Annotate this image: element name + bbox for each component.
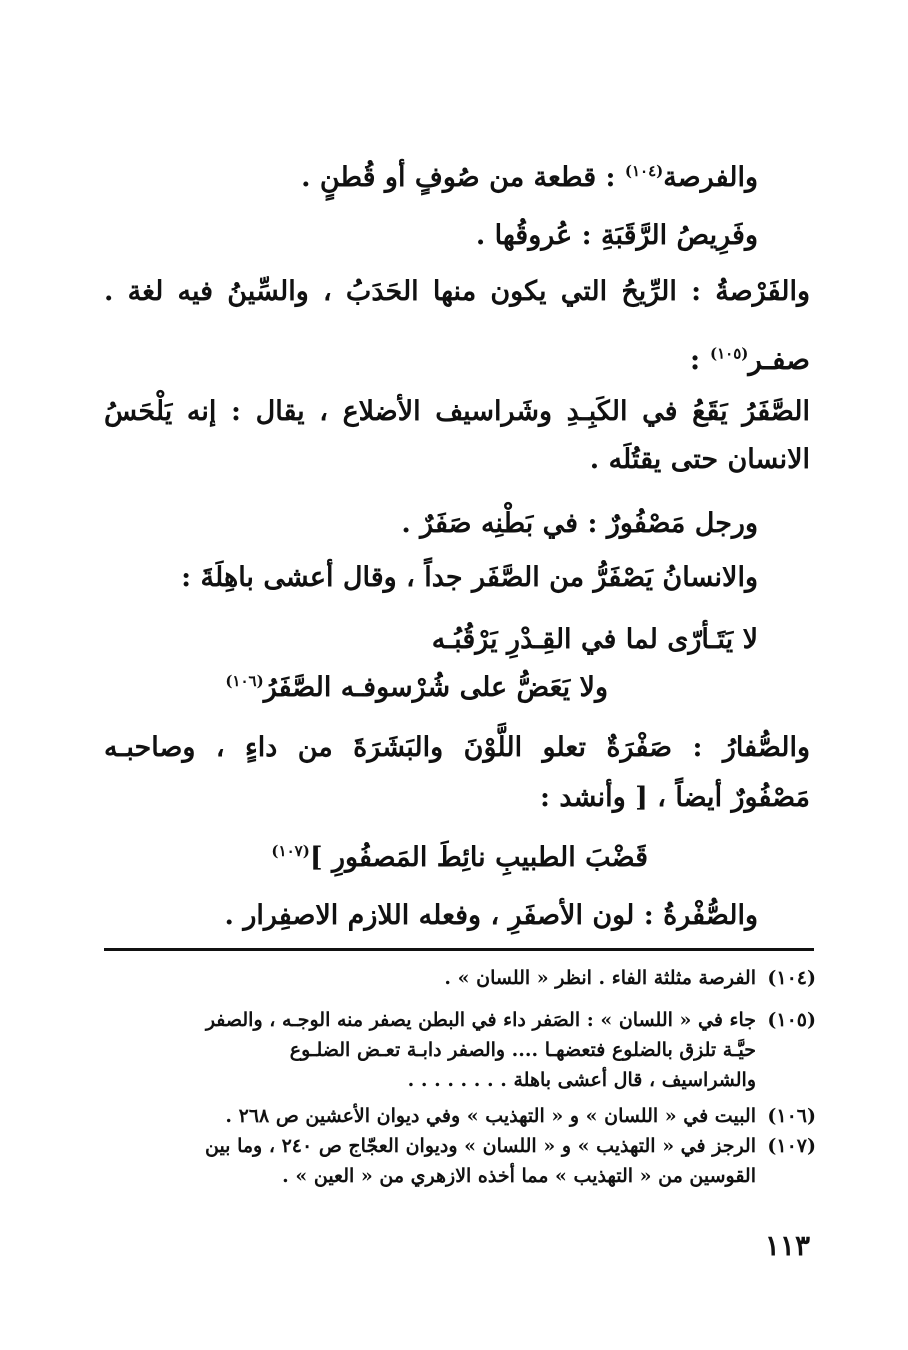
footnote-number: (١٠٤): [767, 967, 816, 989]
root-heading: [690, 340, 810, 380]
footnote: [110, 1102, 816, 1130]
entry-line: والانسانُ يَصْفَرُّ من الصَّفَر جداً ، وقال أعشى باهِلَةَ :: [181, 562, 758, 593]
entry-text: : قطعة من صُوفٍ أو قُطنٍ .: [301, 162, 625, 193]
entry-line: [301, 158, 758, 198]
footnote: [110, 1006, 816, 1034]
footnote-number: (١٠٥): [767, 1009, 816, 1031]
entry-line: وفَرِيصُ الرَّقَبَةِ : عُروقُها .: [475, 220, 758, 251]
footnote-divider: [104, 948, 814, 951]
verse-hemistich: [225, 668, 608, 708]
footnote-number: (١٠٧): [767, 1135, 816, 1157]
footnote-continuation: حيَّـة تلزق بالضلوع فتعضهـا .... والصفر دابـة تعـض الضلـوع: [289, 1039, 756, 1061]
entry-line: مَصْفُورٌ أيضاً ، [ وأنشد :: [540, 782, 810, 813]
verse-hemistich: [271, 838, 648, 878]
footnote-text: جاء في « اللسان » : الصَفر داء في البطن يصفر منه الوجـه ، والصفر: [205, 1009, 756, 1031]
footnote-text: الفرصة مثلثة الفاء . انظر « اللسان » .: [444, 967, 756, 989]
entry-line: والصُّفارُ : صَفْرَةٌ تعلو اللَّوْنَ والبَشَرَةَ من داءٍ ، وصاحبـه: [104, 732, 810, 763]
footnote-ref: (١٠٧): [271, 842, 310, 860]
entry-line: الصَّفَرُ يَقَعُ في الكَبِـدِ وشَراسيف الأضلاع ، يقال : إنه يَلْحَسُ: [104, 396, 810, 427]
footnote-text: الرجز في « التهذيب » و « اللسان » وديوان العجّاج ص ٢٤٠ ، وما بين: [204, 1135, 756, 1157]
entry-line: ورجل مَصْفُورٌ : في بَطْنِه صَفَرٌ .: [401, 508, 758, 539]
footnote-text: البيت في « اللسان » و « التهذيب » وفي ديوان الأعشين ص ٢٦٨ .: [225, 1105, 756, 1127]
verse-hemistich: لا يَتَـأرّى لما في القِـدْرِ يَرْقُبُـه: [431, 624, 758, 655]
entry-line: الانسان حتى يقتُلَه .: [589, 444, 810, 475]
root-heading-text: صفـر: [748, 343, 810, 376]
footnote-ref: (١٠٥): [710, 344, 749, 363]
entry-text: والفرصة: [663, 162, 758, 193]
footnote-ref: (١٠٦): [225, 672, 264, 690]
footnote-continuation: والشراسيف ، قال أعشى باهلة . . . . . . . .: [407, 1069, 756, 1091]
footnote: [110, 964, 816, 992]
entry-line: والفَرْصةُ : الرِّيحُ التي يكون منها الحَدَبُ ، والسِّينُ فيه لغة .: [104, 276, 810, 307]
entry-line: والصُّفْرةُ : لون الأصفَرِ ، وفعله اللازم الاصفِرار .: [224, 900, 758, 931]
verse-text: ولا يَعَضُّ على شُرْسوفـه الصَّفَرُ: [263, 672, 608, 703]
root-heading-text: :: [689, 343, 711, 376]
footnote-number: (١٠٦): [767, 1105, 816, 1127]
footnote-ref: (١٠٤): [624, 162, 664, 180]
verse-text: قَضْبَ الطبيبِ نائِطَ المَصفُورِ ]: [309, 842, 648, 873]
page-number: ١١٣: [764, 1229, 810, 1262]
footnote-continuation: القوسين من « التهذيب » مما أخذه الازهري من « العين » .: [282, 1165, 756, 1187]
footnote: [110, 1132, 816, 1160]
